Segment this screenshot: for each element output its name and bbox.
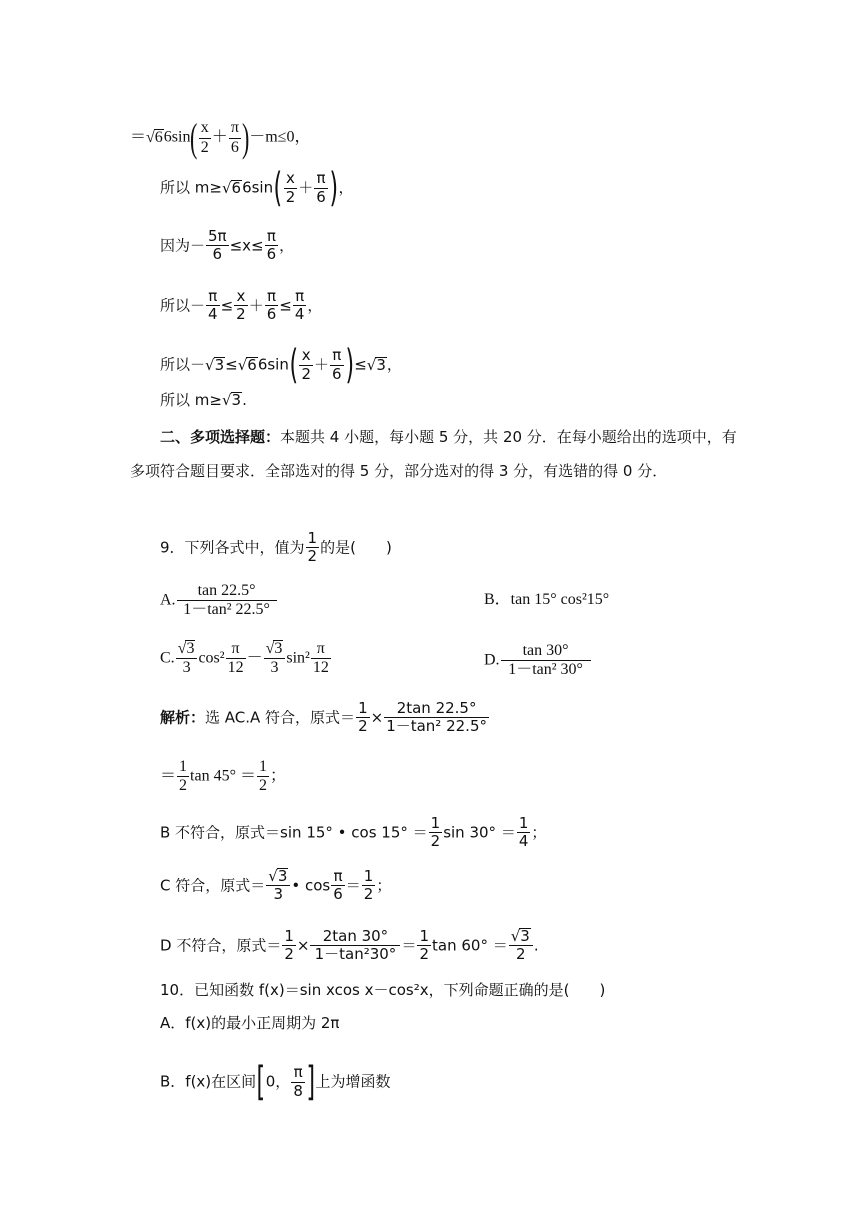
inequality: ≤ xyxy=(354,355,367,374)
denominator: 2 xyxy=(301,364,312,383)
numerator: π xyxy=(206,288,220,306)
fraction xyxy=(517,815,531,851)
fraction xyxy=(265,228,279,264)
equals-sign: ＝ xyxy=(130,128,147,146)
denominator: 4 xyxy=(294,305,305,324)
radicand: 3 xyxy=(520,927,530,945)
section-text: 本题共 4 小题，每小题 5 分，共 20 分．在每小题给出的选项中，有多项符合题目要求．全部选对的得 5 分，部分选对的得 3 分，有选错的得 0 分． xyxy=(130,428,737,480)
sin-coef: 6sin xyxy=(257,355,289,374)
right-paren-icon: ) xyxy=(241,115,250,160)
q10-option-a xyxy=(160,1016,339,1031)
radicand: 3 xyxy=(376,355,386,374)
fraction xyxy=(264,640,286,678)
numerator xyxy=(264,640,286,659)
q9-option-d xyxy=(484,642,592,680)
solution-d-text: D 不符合，原式＝ xyxy=(160,936,282,955)
line-prefix: 所以－ xyxy=(160,296,206,315)
right-paren-icon: ) xyxy=(345,342,354,388)
sqrt-icon: √ xyxy=(510,927,521,945)
equals-sign: ＝ xyxy=(160,767,177,785)
denominator: 6 xyxy=(212,245,223,264)
stem-suffix: 的是( ) xyxy=(320,538,392,557)
line-tail: . xyxy=(533,936,539,955)
numerator: x xyxy=(199,119,211,138)
option-suffix: 上为增函数 xyxy=(315,1072,391,1091)
solution-label: 解析： xyxy=(160,708,206,727)
sqrt-icon: √ xyxy=(265,640,275,657)
line-tail: ， xyxy=(279,236,295,255)
derivation-line-6 xyxy=(160,392,247,409)
minus-sign: － xyxy=(246,649,263,667)
denominator: 3 xyxy=(273,885,284,904)
fraction xyxy=(311,640,331,678)
numerator: π xyxy=(331,868,345,886)
section-heading: 二、多项选择题： xyxy=(160,428,281,446)
numerator: π xyxy=(311,640,331,659)
derivation-line-1 xyxy=(130,115,311,160)
stem-text: 10．已知函数 f(x)＝sin xcos x－cos²x，下列命题正确的是( ) xyxy=(160,981,606,999)
sin-coef: 6sin xyxy=(242,178,274,197)
right-bracket-icon: ] xyxy=(306,1059,315,1105)
plus-sign: ＋ xyxy=(298,178,314,197)
sqrt-icon: √ xyxy=(268,867,278,885)
fraction xyxy=(257,758,269,796)
q10-option-b xyxy=(160,1059,391,1105)
sqrt-icon: √ xyxy=(146,128,155,146)
option-text: B．tan 15° cos²15° xyxy=(484,591,610,608)
plus-sign: ＋ xyxy=(314,355,330,374)
fraction xyxy=(199,119,211,157)
inequality: ≤ xyxy=(279,296,292,315)
fraction xyxy=(306,530,320,566)
denominator: 8 xyxy=(293,1081,303,1100)
sqrt-icon: √ xyxy=(221,178,232,197)
denominator: 2 xyxy=(419,945,430,964)
line-prefix: 因为－ xyxy=(160,236,206,255)
fraction xyxy=(206,228,229,264)
denominator: 3 xyxy=(182,659,191,677)
line-tail: ； xyxy=(376,876,392,895)
numerator: π xyxy=(226,640,246,659)
fraction xyxy=(331,868,345,904)
numerator: 1 xyxy=(363,867,374,885)
radicand: 3 xyxy=(214,355,225,374)
q9-option-a xyxy=(160,582,278,620)
denominator: 2 xyxy=(307,547,318,566)
numerator: tan 30° xyxy=(501,642,591,661)
fraction xyxy=(330,347,344,383)
radicand: 6 xyxy=(154,128,163,146)
numerator: x xyxy=(284,170,298,188)
denominator: 2 xyxy=(236,305,246,324)
radicand: 3 xyxy=(277,867,288,885)
tan-term: tan 60° ＝ xyxy=(432,936,508,955)
fraction xyxy=(284,170,298,206)
line-tail: ， xyxy=(338,178,354,197)
fraction xyxy=(356,700,370,736)
denominator: 2 xyxy=(430,832,441,851)
stem-prefix: 9．下列各式中，值为 xyxy=(160,538,305,557)
numerator xyxy=(509,928,533,946)
numerator: 5π xyxy=(208,227,227,245)
sin-coef: 6sin xyxy=(163,128,191,146)
numerator xyxy=(176,640,198,659)
line-tail: ； xyxy=(269,767,286,785)
denominator: 4 xyxy=(518,832,529,851)
q10-stem xyxy=(160,983,605,998)
numerator: 1 xyxy=(358,699,368,717)
denominator: 6 xyxy=(266,245,277,264)
denominator: 6 xyxy=(333,885,343,904)
line-tail: ， xyxy=(307,296,323,315)
solution-line-d xyxy=(160,928,539,964)
numerator: 1 xyxy=(257,758,269,777)
left-paren-icon: ( xyxy=(289,342,298,388)
fraction xyxy=(176,640,198,678)
fraction xyxy=(282,928,296,964)
sin-term: sin 30° ＝ xyxy=(443,823,516,842)
denominator: 1－tan² 30° xyxy=(508,661,583,679)
derivation-line-4 xyxy=(160,288,322,324)
denominator: 1－tan² 22.5° xyxy=(386,717,487,736)
sqrt-icon: √ xyxy=(366,355,377,374)
left-bracket-icon: [ xyxy=(256,1059,266,1105)
numerator: 1 xyxy=(518,814,529,832)
numerator: 1 xyxy=(430,814,441,832)
fraction xyxy=(417,928,431,964)
fraction xyxy=(293,288,307,324)
line-tail: ； xyxy=(531,823,547,842)
fraction xyxy=(206,288,220,324)
option-label: C. xyxy=(160,649,175,667)
denominator: 2 xyxy=(200,138,209,156)
denominator: 3 xyxy=(270,659,279,677)
line-prefix: 所以－ xyxy=(160,355,206,374)
line-tail: －m≤0， xyxy=(249,128,311,146)
denominator: 2 xyxy=(285,187,296,206)
denominator: 6 xyxy=(332,364,342,383)
solution-line-b xyxy=(160,815,546,851)
radicand: 6 xyxy=(231,178,242,197)
fraction xyxy=(362,868,376,904)
q9-option-b xyxy=(484,592,609,608)
plus-sign: ＋ xyxy=(248,296,264,315)
numerator: 1 xyxy=(284,927,294,945)
fraction xyxy=(509,928,533,964)
sqrt-icon: √ xyxy=(237,355,248,374)
inequality: ≤ xyxy=(220,296,234,315)
denominator: 12 xyxy=(227,659,244,677)
option-prefix: B．f(x)在区间 xyxy=(160,1072,257,1091)
inequality: ≤x≤ xyxy=(229,236,264,255)
denominator: 6 xyxy=(230,138,239,156)
derivation-line-2 xyxy=(160,165,354,211)
right-paren-icon: ) xyxy=(329,165,338,211)
sqrt-icon: √ xyxy=(177,640,187,657)
fraction xyxy=(501,642,591,680)
line-tail: ， xyxy=(386,355,402,374)
equals-sign: ＝ xyxy=(401,936,417,955)
fraction xyxy=(314,170,328,206)
numerator: π xyxy=(330,347,344,365)
fraction xyxy=(266,868,290,904)
numerator: tan 22.5° xyxy=(177,582,277,601)
cos-term: cos² xyxy=(198,649,225,667)
denominator: 6 xyxy=(266,305,277,324)
fraction xyxy=(177,758,189,796)
numerator: π xyxy=(291,1064,305,1082)
times-sign: × xyxy=(370,708,384,727)
fraction xyxy=(234,288,248,324)
fraction xyxy=(265,288,279,324)
derivation-line-3 xyxy=(160,228,294,264)
radicand: 6 xyxy=(247,355,257,374)
fraction xyxy=(299,347,313,383)
denominator: 2 xyxy=(284,945,294,964)
solution-line-1 xyxy=(160,700,490,736)
section-paragraph xyxy=(130,420,740,488)
fraction xyxy=(229,119,241,157)
line-tail: . xyxy=(242,391,247,409)
numerator xyxy=(266,868,290,886)
denominator: 6 xyxy=(316,187,326,206)
numerator: π xyxy=(314,170,328,188)
left-paren-icon: ( xyxy=(273,165,283,211)
denominator: 2 xyxy=(363,885,374,904)
left-paren-icon: ( xyxy=(190,115,198,160)
denominator: 2 xyxy=(179,777,188,795)
denominator: 4 xyxy=(208,305,218,324)
denominator: 1－tan²30° xyxy=(314,945,397,964)
denominator: 2 xyxy=(516,945,526,964)
numerator: π xyxy=(265,228,279,246)
radicand: 3 xyxy=(231,391,242,409)
fraction xyxy=(226,640,246,678)
solution-b-text: B 不符合，原式＝sin 15° • cos 15° ＝ xyxy=(160,823,428,842)
solution-line-2 xyxy=(160,758,286,796)
numerator: 2tan 30° xyxy=(310,928,400,946)
numerator: π xyxy=(229,119,241,138)
line-prefix: 所以 m≥ xyxy=(160,391,222,409)
numerator: 1 xyxy=(177,758,189,777)
denominator: 2 xyxy=(258,777,267,795)
tan-term: tan 45° ＝ xyxy=(190,767,256,785)
radicand: 3 xyxy=(274,640,283,657)
option-text: A．f(x)的最小正周期为 2π xyxy=(160,1014,340,1032)
numerator: 2tan 22.5° xyxy=(384,700,489,718)
fraction xyxy=(310,928,400,964)
solution-line-c xyxy=(160,868,391,904)
fraction xyxy=(429,815,443,851)
numerator: x xyxy=(234,288,248,306)
numerator: x xyxy=(299,347,313,365)
derivation-line-5 xyxy=(160,342,402,388)
solution-intro: 选 AC.A 符合，原式＝ xyxy=(205,708,356,727)
sqrt-icon: √ xyxy=(205,355,215,374)
inequality: ≤ xyxy=(225,355,238,374)
sin-term: sin² xyxy=(286,649,310,667)
radicand: 3 xyxy=(186,640,195,657)
numerator: 1 xyxy=(419,927,430,945)
q9-stem xyxy=(160,530,392,566)
q9-option-c xyxy=(160,640,332,678)
fraction xyxy=(384,700,489,736)
fraction xyxy=(177,582,277,620)
option-label: D. xyxy=(484,651,500,669)
solution-c-text: C 符合，原式＝ xyxy=(160,876,266,895)
numerator: 1 xyxy=(307,529,318,547)
times-sign: × xyxy=(296,936,310,955)
denominator: 12 xyxy=(312,659,329,677)
option-label: A. xyxy=(160,591,176,609)
denominator: 1－tan² 22.5° xyxy=(183,601,270,619)
plus-sign: ＋ xyxy=(211,128,228,146)
equals-sign: ＝ xyxy=(345,876,361,895)
sqrt-icon: √ xyxy=(221,391,232,409)
denominator: 2 xyxy=(358,717,368,736)
cos-term: • cos xyxy=(291,876,331,895)
fraction xyxy=(291,1064,305,1100)
interval-start: 0， xyxy=(265,1072,291,1091)
numerator: π xyxy=(265,288,279,306)
line-prefix: 所以 m≥ xyxy=(160,178,222,197)
numerator: π xyxy=(293,288,307,306)
